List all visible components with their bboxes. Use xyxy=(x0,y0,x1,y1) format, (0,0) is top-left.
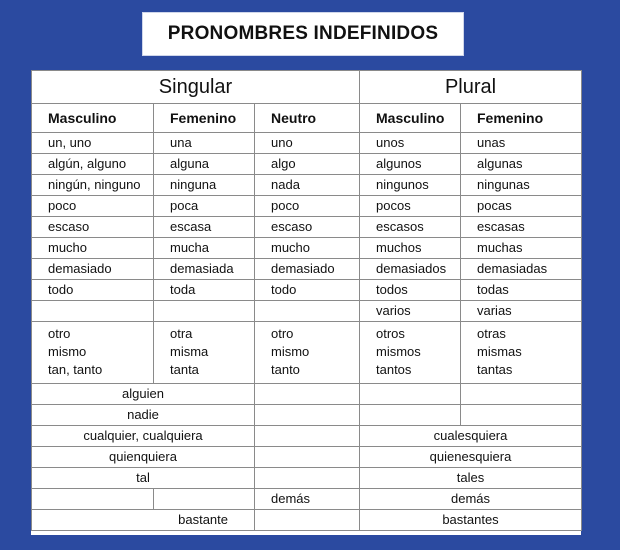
table-row-otro-mismo-tanto xyxy=(32,322,582,384)
group-plural: Plural xyxy=(360,71,582,104)
cell-nadie: nadie xyxy=(32,405,255,426)
table-row xyxy=(32,154,582,175)
cell-empty xyxy=(154,489,255,510)
cell: escaso xyxy=(32,217,154,238)
cell: una xyxy=(154,133,255,154)
cell: demasiado xyxy=(255,259,360,280)
cell-line: mismo xyxy=(271,344,310,359)
cell-empty xyxy=(461,384,582,405)
cell-stack-pmasc xyxy=(360,322,461,384)
page-title: PRONOMBRES INDEFINIDOS xyxy=(167,23,439,44)
cell: mucho xyxy=(255,238,360,259)
cell-line: tantos xyxy=(376,362,412,377)
header-singular-neutro: Neutro xyxy=(255,104,360,133)
pronouns-table xyxy=(31,70,582,531)
cell: algún, alguno xyxy=(32,154,154,175)
table-row xyxy=(32,175,582,196)
cell-empty xyxy=(255,405,360,426)
cell: poco xyxy=(32,196,154,217)
table-row xyxy=(32,217,582,238)
cell-alguien: alguien xyxy=(32,384,255,405)
cell-empty xyxy=(32,489,154,510)
cell-line: otro xyxy=(271,326,294,341)
table-row xyxy=(32,510,582,531)
header-singular-femenino: Femenino xyxy=(154,104,255,133)
cell: ningún, ninguno xyxy=(32,175,154,196)
cell: ningunos xyxy=(360,175,461,196)
cell-line: mismas xyxy=(477,344,522,359)
cell-quienquiera: quienquiera xyxy=(32,447,255,468)
cell: demasiada xyxy=(154,259,255,280)
table-row xyxy=(32,238,582,259)
cell: alguna xyxy=(154,154,255,175)
cell xyxy=(255,301,360,322)
cell-line: mismo xyxy=(48,344,87,359)
cell: algunas xyxy=(461,154,582,175)
cell-cualesquiera: cualesquiera xyxy=(360,426,582,447)
cell: unos xyxy=(360,133,461,154)
cell: escasas xyxy=(461,217,582,238)
cell-bastante: bastante xyxy=(32,510,255,531)
cell: escasos xyxy=(360,217,461,238)
group-singular: Singular xyxy=(32,71,360,104)
header-plural-masculino: Masculino xyxy=(360,104,461,133)
table-row xyxy=(32,468,582,489)
cell-empty xyxy=(360,405,461,426)
group-header-row xyxy=(32,71,582,104)
cell-quienesquiera: quienesquiera xyxy=(360,447,582,468)
table-row xyxy=(32,384,582,405)
cell: escasa xyxy=(154,217,255,238)
cell-line: tan, tanto xyxy=(48,362,103,377)
cell: un, uno xyxy=(32,133,154,154)
pronouns-table-sheet xyxy=(31,70,581,535)
cell-stack-fem xyxy=(154,322,255,384)
cell-demas-singular: demás xyxy=(255,489,360,510)
cell-stack-neut xyxy=(255,322,360,384)
cell-line: misma xyxy=(170,344,209,359)
cell: muchas xyxy=(461,238,582,259)
cell: todas xyxy=(461,280,582,301)
cell: demasiado xyxy=(32,259,154,280)
cell: pocos xyxy=(360,196,461,217)
cell: mucha xyxy=(154,238,255,259)
cell: ninguna xyxy=(154,175,255,196)
cell-demas-plural: demás xyxy=(360,489,582,510)
cell: todo xyxy=(32,280,154,301)
cell: todo xyxy=(255,280,360,301)
table-row xyxy=(32,133,582,154)
cell: muchos xyxy=(360,238,461,259)
cell: demasiadas xyxy=(461,259,582,280)
cell: ningunas xyxy=(461,175,582,196)
cell: escaso xyxy=(255,217,360,238)
table-row xyxy=(32,426,582,447)
cell-line: otra xyxy=(170,326,193,341)
cell-empty xyxy=(461,405,582,426)
cell-empty xyxy=(255,426,360,447)
cell: unas xyxy=(461,133,582,154)
cell xyxy=(32,301,154,322)
title-box xyxy=(142,12,464,56)
table-row xyxy=(32,259,582,280)
cell: demasiados xyxy=(360,259,461,280)
cell-tal: tal xyxy=(32,468,255,489)
cell-empty xyxy=(255,510,360,531)
table-row xyxy=(32,447,582,468)
cell-line: otras xyxy=(477,326,506,341)
cell: toda xyxy=(154,280,255,301)
cell-line: otro xyxy=(48,326,71,341)
cell-line: tanto xyxy=(271,362,300,377)
table-row xyxy=(32,489,582,510)
cell-line: otros xyxy=(376,326,405,341)
cell: uno xyxy=(255,133,360,154)
table-row xyxy=(32,196,582,217)
cell: poco xyxy=(255,196,360,217)
cell: algo xyxy=(255,154,360,175)
cell-cualquier: cualquier, cualquiera xyxy=(32,426,255,447)
cell-stack-pfem xyxy=(461,322,582,384)
cell: varios xyxy=(360,301,461,322)
cell-empty xyxy=(255,447,360,468)
table-row xyxy=(32,301,582,322)
cell: nada xyxy=(255,175,360,196)
table-row xyxy=(32,405,582,426)
cell-empty xyxy=(255,468,360,489)
header-singular-masculino: Masculino xyxy=(32,104,154,133)
cell: varias xyxy=(461,301,582,322)
cell: mucho xyxy=(32,238,154,259)
cell: todos xyxy=(360,280,461,301)
cell-empty xyxy=(360,384,461,405)
cell-tales: tales xyxy=(360,468,582,489)
cell: pocas xyxy=(461,196,582,217)
column-header-row xyxy=(32,104,582,133)
cell-empty xyxy=(255,384,360,405)
cell-line: tanta xyxy=(170,362,199,377)
cell-line: mismos xyxy=(376,344,421,359)
cell-bastantes: bastantes xyxy=(360,510,582,531)
cell xyxy=(154,301,255,322)
header-plural-femenino: Femenino xyxy=(461,104,582,133)
cell: algunos xyxy=(360,154,461,175)
cell-line: tantas xyxy=(477,362,513,377)
cell: poca xyxy=(154,196,255,217)
cell-stack-masc xyxy=(32,322,154,384)
table-row xyxy=(32,280,582,301)
